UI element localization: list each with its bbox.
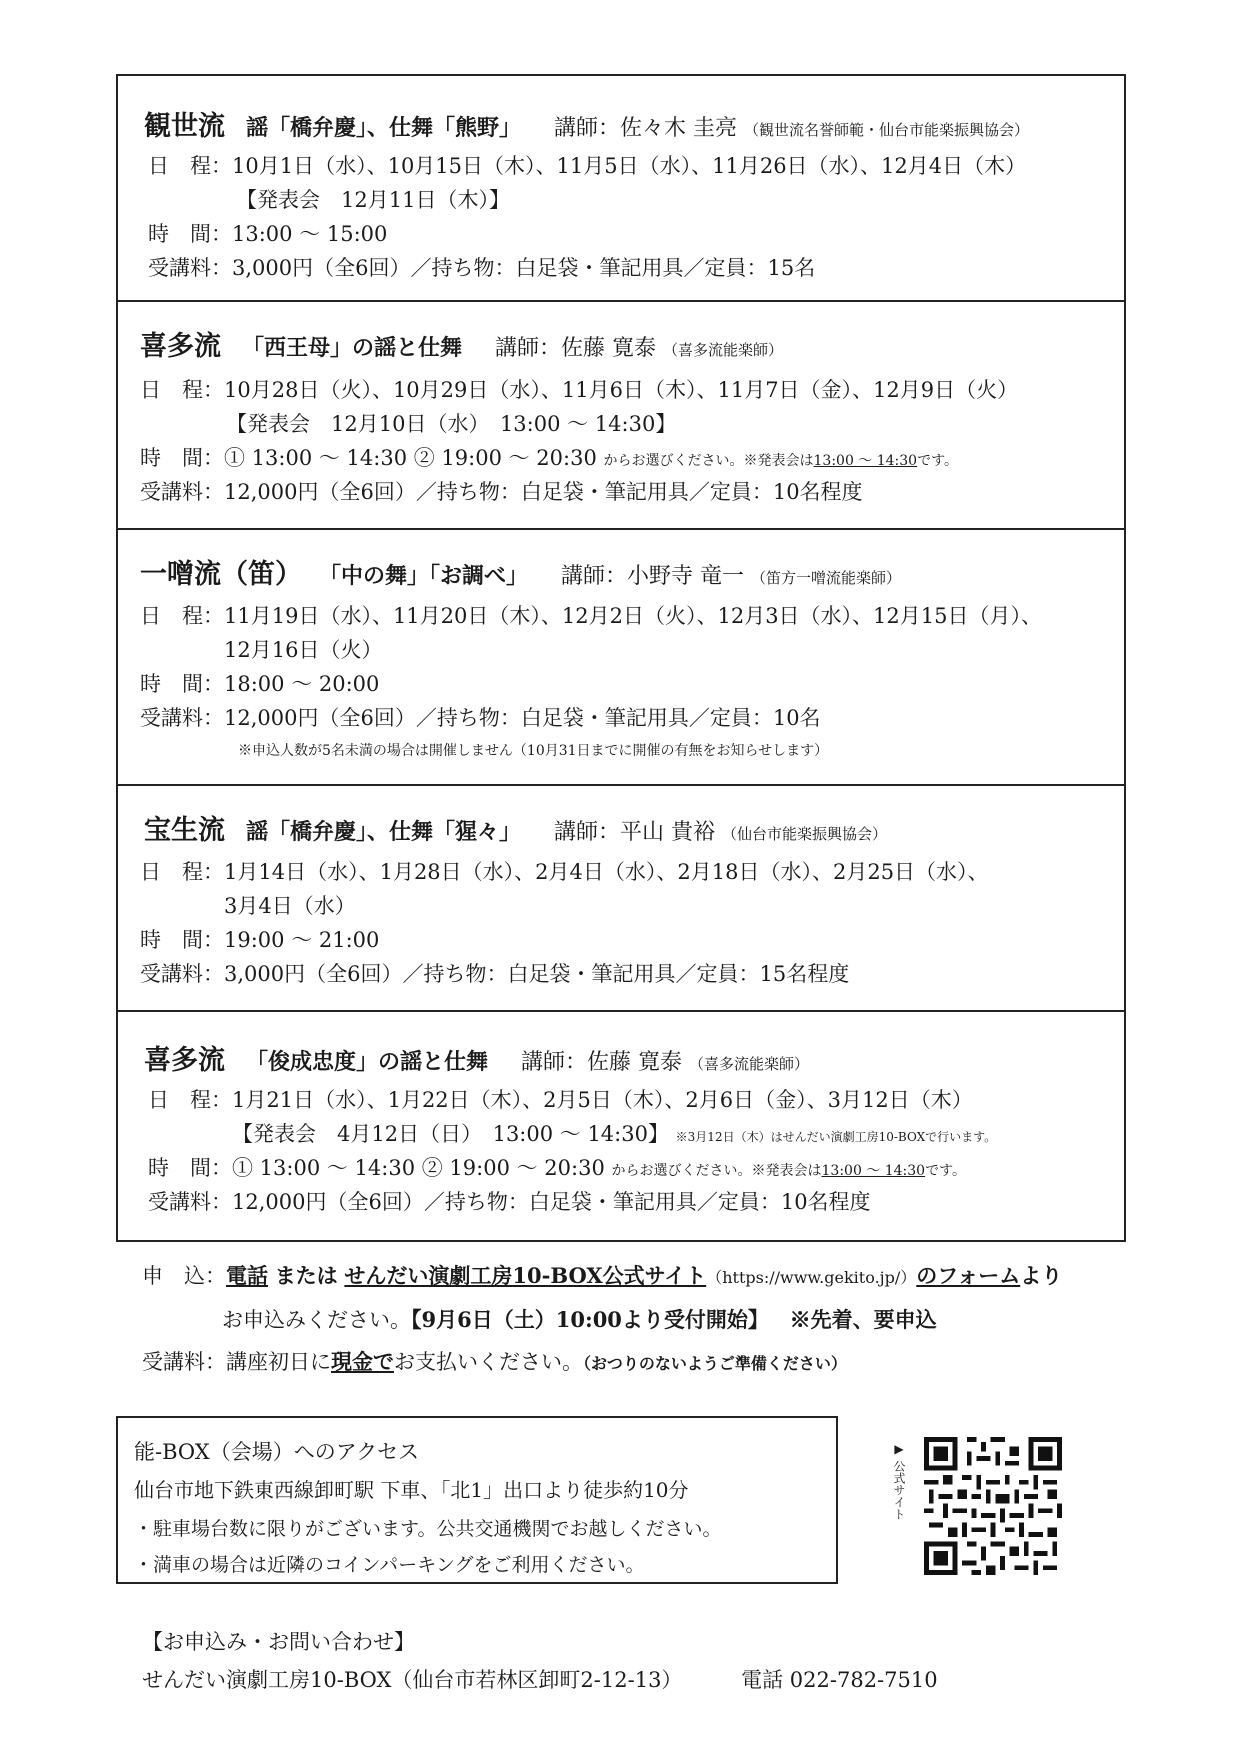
organization: せんだい演劇工房10-BOX（仙台市若林区卸町2-12-13）: [142, 1668, 683, 1692]
time-note: からお選びください。※発表会は: [603, 453, 814, 469]
apply-label: 申 込：: [142, 1264, 226, 1288]
payment-label: 受講料：: [142, 1350, 226, 1374]
yori-text: より: [1020, 1263, 1063, 1288]
time-note-end: です。: [925, 1163, 966, 1179]
school-name: 一噌流（笛）: [140, 559, 302, 590]
fee: 12,000円（全6回）／持ち物：白足袋・筆記用具／定員：10名程度: [224, 480, 863, 504]
site-link[interactable]: せんだい演劇工房10-BOX公式サイト: [344, 1263, 707, 1288]
time-note: からお選びください。※発表会は: [611, 1163, 822, 1179]
access-box: [116, 1416, 838, 1584]
teacher-note: （観世流名誉師範・仙台市能楽振興協会）: [744, 121, 1030, 139]
time-label: 時 間：: [140, 928, 224, 952]
recital-row: 【発表会 12月11日（木）】: [236, 188, 510, 212]
phone-number: 電話 022-782-7510: [741, 1668, 938, 1692]
apply-row: [142, 1260, 1062, 1290]
time: ① 13:00 〜 14:30 ② 19:00 〜 20:30: [224, 446, 597, 470]
course-header: [140, 324, 783, 363]
time-label: 時 間：: [148, 1156, 232, 1180]
course-section-hosho: [118, 786, 1124, 1012]
time-row: [148, 1152, 966, 1182]
form-link[interactable]: のフォーム: [916, 1263, 1021, 1288]
payment-text-b: お支払いください。: [394, 1350, 583, 1374]
time-label: 時 間：: [140, 446, 224, 470]
fee-label: 受講料：: [140, 962, 224, 986]
teacher: 講師：佐々木 圭亮: [554, 116, 738, 141]
qr-code-icon[interactable]: [924, 1437, 1062, 1575]
qr-label: ▶ 公式サイト: [892, 1442, 906, 1520]
parking-note-1: ・駐車場台数に限りがございます。公共交通機関でお越しください。: [134, 1518, 722, 1540]
time-row: [140, 924, 379, 954]
contact-heading: 【お申込み・お問い合わせ】: [142, 1630, 415, 1654]
access-title: 能-BOX（会場）へのアクセス: [134, 1440, 420, 1464]
time: 19:00 〜 21:00: [224, 928, 380, 952]
dates: 10月28日（火）、10月29日（水）、11月6日（木）、11月7日（金）、12月9日（火）: [224, 378, 1019, 402]
time: 18:00 〜 20:00: [224, 672, 380, 696]
dates-row: [148, 1084, 973, 1114]
recital-row: [232, 1118, 996, 1148]
payment-text-a: 講座初日に: [226, 1350, 331, 1374]
dates: 11月19日（水）、11月20日（木）、12月2日（火）、12月3日（水）、12月15日（月）、: [224, 604, 1042, 628]
fee: 12,000円（全6回）／持ち物：白足袋・筆記用具／定員：10名: [224, 706, 821, 730]
parking-note-2: ・満車の場合は近隣のコインパーキングをご利用ください。: [134, 1554, 645, 1576]
dates-row: [148, 150, 1026, 180]
dates-row: [140, 856, 989, 886]
cancellation-note: ※申込人数が5名未満の場合は開催しません（10月31日までに開催の有無をお知らせします）: [238, 743, 829, 759]
dates: 10月1日（水）、10月15日（木）、11月5日（水）、11月26日（水）、12月4日（木）: [232, 154, 1027, 178]
phone-link[interactable]: 電話: [226, 1263, 268, 1288]
teacher-note: （喜多流能楽師）: [663, 341, 784, 359]
dates-label: 日 程：: [140, 860, 224, 884]
dates-label: 日 程：: [148, 154, 232, 178]
time-label: 時 間：: [148, 222, 232, 246]
teacher: 講師：小野寺 竜一: [561, 564, 745, 589]
recital: 【発表会 4月12日（日） 13:00 〜 14:30】: [232, 1122, 669, 1146]
course-title: 「俊成忠度」の謡と仕舞: [246, 1050, 489, 1075]
teacher: 講師：平山 貴裕: [554, 820, 716, 845]
fee-row: [140, 476, 863, 506]
recital-time: 13:00 〜 14:30: [821, 1163, 926, 1179]
teacher: 講師：佐藤 寛泰: [521, 1050, 683, 1075]
fee-label: 受講料：: [140, 706, 224, 730]
site-url[interactable]: （https://www.gekito.jp/）: [706, 1268, 917, 1287]
fee-label: 受講料：: [148, 256, 232, 280]
school-name: 喜多流: [144, 1045, 225, 1076]
course-title: 「中の舞」「お調べ」: [319, 564, 529, 589]
access-route: 仙台市地下鉄東西線卸町駅 下車、「北1」出口より徒歩約10分: [134, 1478, 689, 1502]
course-title: 謡「橋弁慶」、仕舞「猩々」: [246, 820, 522, 845]
fee: 3,000円（全6回）／持ち物：白足袋・筆記用具／定員：15名: [232, 256, 816, 280]
time-row: [140, 442, 958, 472]
apply-instruction: お申込みください。: [222, 1308, 411, 1332]
time: 13:00 〜 15:00: [232, 222, 388, 246]
fee-row: [148, 252, 815, 282]
dates-label: 日 程：: [140, 604, 224, 628]
first-come-note: ※先着、要申込: [789, 1307, 937, 1332]
time-label: 時 間：: [140, 672, 224, 696]
course-header: [144, 808, 887, 847]
course-title: 「西王母」の謡と仕舞: [242, 336, 463, 361]
reception-start: 【9月6日（土）10:00より受付開始】: [411, 1307, 769, 1332]
course-title: 謡「橋弁慶」、仕舞「熊野」: [246, 116, 522, 141]
teacher-note: （喜多流能楽師）: [689, 1055, 810, 1073]
or-text: または: [274, 1263, 338, 1288]
teacher-note: （仙台市能楽振興協会）: [722, 825, 888, 843]
dates-row-2: 12月16日（火）: [224, 638, 383, 662]
time-note-end: です。: [917, 453, 958, 469]
school-name: 宝生流: [144, 815, 225, 846]
cash-text: 現金で: [331, 1349, 394, 1374]
apply-row-2: [222, 1304, 937, 1334]
dates-label: 日 程：: [148, 1088, 232, 1112]
course-header: [144, 104, 1029, 143]
dates: 1月21日（水）、1月22日（木）、2月5日（木）、2月6日（金）、3月12日（木）: [232, 1088, 973, 1112]
dates-row: [140, 374, 1018, 404]
dates-row-2: 3月4日（水）: [224, 894, 356, 918]
time-row: [148, 218, 387, 248]
dates: 1月14日（水）、1月28日（水）、2月4日（水）、2月18日（水）、2月25日（水）、: [224, 860, 989, 884]
course-section-kita-1: [118, 302, 1124, 530]
fee-row: [140, 958, 849, 988]
recital-row: 【発表会 12月10日（水） 13:00 〜 14:30】: [226, 412, 677, 436]
dates-label: 日 程：: [140, 378, 224, 402]
recital-time: 13:00 〜 14:30: [813, 453, 918, 469]
course-section-kanze: [118, 76, 1124, 302]
fee-label: 受講料：: [148, 1190, 232, 1214]
contact-row: [142, 1664, 938, 1694]
school-name: 観世流: [144, 111, 225, 142]
fee-label: 受講料：: [140, 480, 224, 504]
course-header: [144, 1038, 809, 1077]
time: ① 13:00 〜 14:30 ② 19:00 〜 20:30: [232, 1156, 605, 1180]
teacher-note: （笛方一噌流能楽師）: [751, 569, 902, 587]
fee: 12,000円（全6回）／持ち物：白足袋・筆記用具／定員：10名程度: [232, 1190, 871, 1214]
course-section-kita-2: [118, 1012, 1124, 1240]
teacher: 講師：佐藤 寛泰: [495, 336, 657, 361]
payment-note: （おつりのないようご準備ください）: [583, 1354, 847, 1373]
course-schedule-table: [116, 74, 1126, 1242]
fee-row: [148, 1186, 871, 1216]
course-section-isso: [118, 530, 1124, 786]
fee: 3,000円（全6回）／持ち物：白足袋・筆記用具／定員：15名程度: [224, 962, 850, 986]
fee-row: [140, 702, 821, 732]
payment-row: [142, 1346, 847, 1376]
school-name: 喜多流: [140, 331, 221, 362]
course-header: [140, 552, 901, 591]
dates-row: [140, 600, 1042, 630]
time-row: [140, 668, 379, 698]
venue-note: ※3月12日（木）はせんだい演劇工房10-BOXで行います。: [675, 1130, 997, 1144]
